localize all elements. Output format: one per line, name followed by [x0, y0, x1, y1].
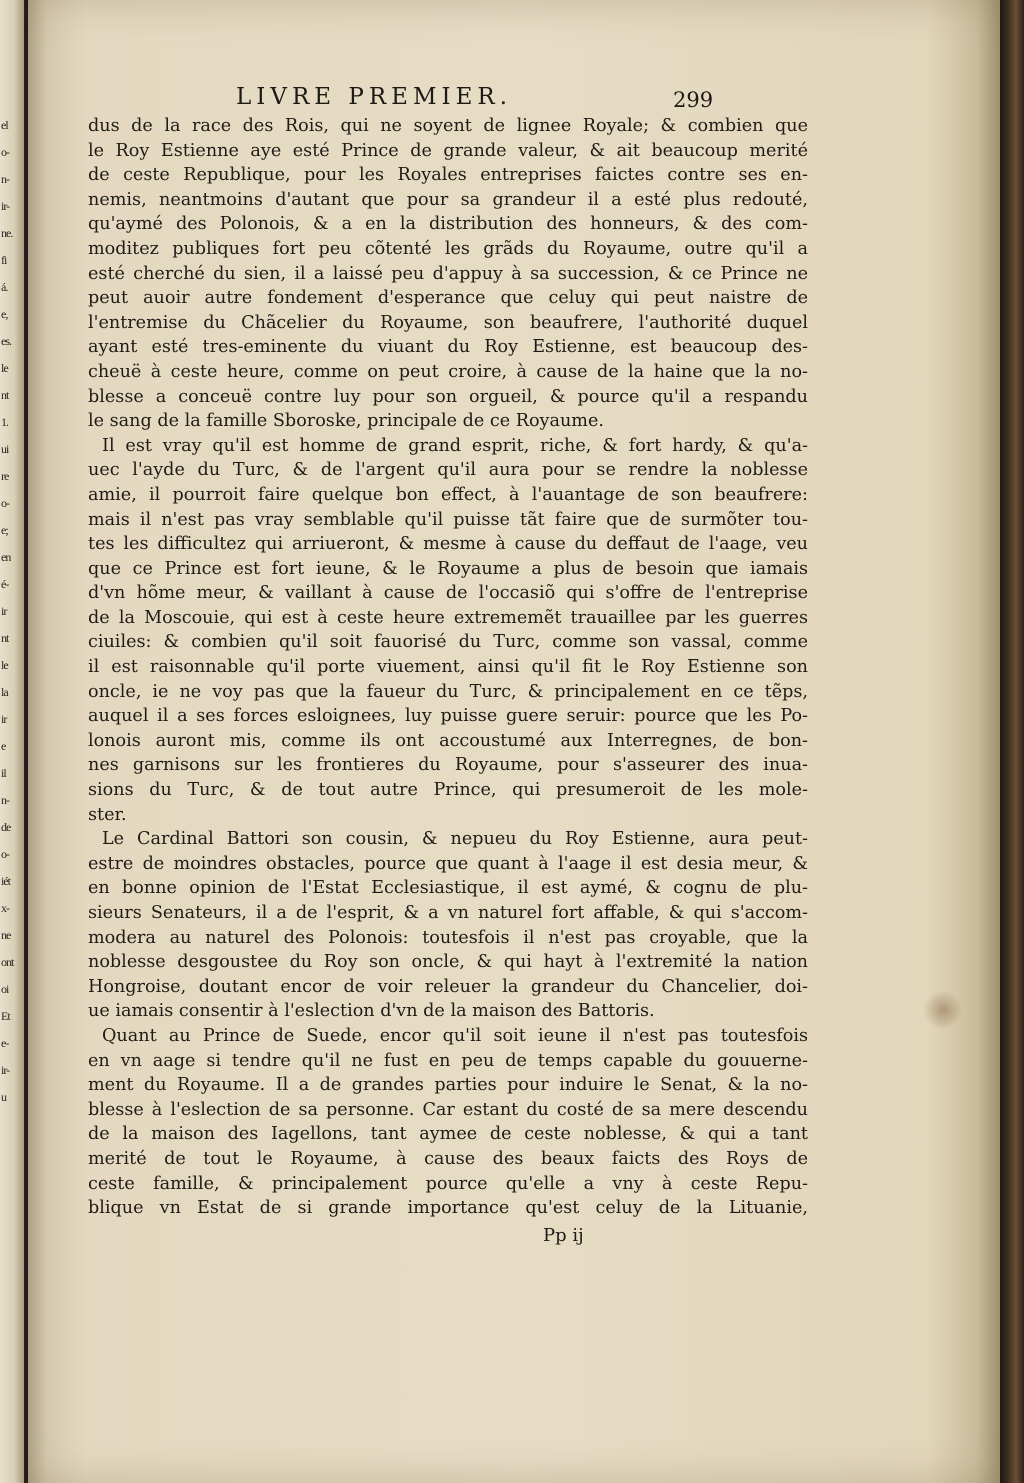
text-line: mais il n'est pas vray semblable qu'il puisse tãt faire que de surmõter tou- [88, 509, 808, 530]
text-line: Le Cardinal Battori son cousin, & nepueu du Roy Estienne, aura peut- [102, 829, 808, 850]
text-line: de la maison des Iagellons, tant aymee de ceste noblesse, & qui a tant [88, 1124, 808, 1145]
facing-page-fragment: il [1, 766, 6, 780]
text-line: moditez publiques fort peu cõtenté les grãds du Royaume, outre qu'il a [88, 238, 808, 259]
facing-page-fragment: nt [1, 388, 9, 402]
facing-page-fragment: o- [1, 145, 9, 159]
facing-page-fragment: e, [1, 307, 8, 321]
facing-page-fragment: ir [1, 712, 7, 726]
text-line: uec l'ayde du Turc, & de l'argent qu'il aura pour se rendre la noblesse [88, 460, 808, 481]
text-line: le Roy Estienne aye esté Prince de grande valeur, & ait beaucoup merité [88, 140, 808, 161]
text-line: sieurs Senateurs, il a de l'esprit, & a vn naturel fort affable, & qui s'accom- [88, 903, 808, 923]
facing-page-fragment: ir [1, 604, 7, 618]
facing-page-fragment: e [1, 739, 6, 753]
facing-page-fragment: ui [1, 442, 9, 456]
text-line: tes les difficultez qui arriueront, & mesme à cause du deffaut de l'aage, veu [88, 534, 808, 555]
signature-mark: Pp ij [543, 1224, 584, 1246]
text-line: de la Moscouie, qui est à ceste heure extrememẽt trauaillee par les guerres [88, 607, 808, 628]
text-line: oncle, ie ne voy pas que la faueur du Turc, & principalement en ce tẽps, [88, 681, 808, 702]
text-line: amie, il pourroit faire quelque bon effect, à l'auantage de son beaufrere: [88, 484, 808, 505]
facing-page-fragment: o- [1, 847, 9, 861]
book-page [28, 0, 1000, 1483]
text-line: ment du Royaume. Il a de grandes parties pour induire le Senat, & la no- [88, 1075, 808, 1096]
text-line: en vn aage si tendre qu'il ne fust en peu de temps capable du gouuerne- [88, 1050, 808, 1071]
facing-page-fragment: nt [1, 631, 9, 645]
facing-page-fragment: á. [1, 280, 8, 294]
text-line: lonois auront mis, comme ils ont accoustumé aux Interregnes, de bon- [88, 730, 808, 751]
facing-page-fragment: é- [1, 577, 9, 591]
text-line: merité de tout le Royaume, à cause des beaux faicts des Roys de [88, 1148, 808, 1169]
page-number: 299 [673, 88, 714, 112]
facing-page-fragment: e; [1, 523, 8, 537]
text-line: Quant au Prince de Suede, encor qu'il soit ieune il n'est pas toutesfois [102, 1025, 808, 1046]
facing-page-fragment: le [1, 361, 8, 375]
facing-page-fragment: fi [1, 253, 7, 267]
facing-page-fragment: ir- [1, 199, 10, 213]
text-line: qu'aymé des Polonois, & a en la distribution des honneurs, & des com- [88, 214, 808, 235]
text-line: sions du Turc, & de tout autre Prince, qui presumeroit de les mole- [88, 780, 808, 801]
facing-page-fragment: le [1, 658, 8, 672]
facing-page-fragment: ont [1, 955, 14, 969]
page-header [88, 80, 808, 114]
text-line: il est raisonnable qu'il porte viuement, ainsi qu'il fit le Roy Estienne son [88, 657, 808, 678]
facing-page-fragment: iét [1, 874, 10, 888]
text-line: le sang de la famille Sboroske, principale de ce Royaume. [88, 411, 604, 432]
text-line: de ceste Republique, pour les Royales entreprises faictes contre ses en- [88, 165, 808, 186]
foxing-stain [923, 990, 963, 1030]
facing-page-fragment: la [1, 685, 8, 699]
text-line: ciuiles: & combien qu'il soit fauorisé du Turc, comme son vassal, comme [88, 632, 808, 653]
body-text [88, 114, 808, 1221]
text-line: ceste famille, & principalement pource qu'elle a vny à ceste Repu- [88, 1173, 808, 1194]
text-line: ue iamais consentir à l'eslection d'vn de la maison des Battoris. [88, 1001, 655, 1022]
facing-page-fragment: ne. [1, 226, 13, 240]
facing-page-fragment: n- [1, 172, 9, 186]
text-line: ster. [88, 804, 127, 825]
text-block [88, 80, 808, 1246]
text-line: blique vn Estat de si grande importance qu'est celuy de la Lituanie, [88, 1198, 808, 1219]
text-line: d'vn hõme meur, & vaillant à cause de l'occasiõ qui s'offre de l'entreprise [88, 583, 808, 604]
text-line: noblesse desgoustee du Roy son oncle, & qui hayt à l'extremité la nation [88, 952, 808, 973]
text-line: dus de la race des Rois, qui ne soyent de lignee Royale; & combien que [88, 116, 808, 136]
facing-page-fragment: oi [1, 982, 9, 996]
text-line: Hongroise, doutant encor de voir releuer la grandeur du Chancelier, doi- [88, 976, 808, 997]
facing-page-fragment: u [1, 1090, 6, 1104]
facing-page-edge [0, 0, 24, 1483]
running-head: LIVRE PREMIER. [236, 84, 513, 110]
facing-page-fragment: de [1, 820, 11, 834]
facing-page-fragment: re [1, 469, 9, 483]
facing-page-fragment: x- [1, 901, 9, 915]
text-line: cheuë à ceste heure, comme on peut croire, à cause de la haine que la no- [88, 361, 808, 382]
text-line: ayant esté tres-eminente du viuant du Roy Estienne, est beaucoup des- [88, 337, 808, 358]
facing-page-fragment: o- [1, 496, 9, 510]
text-line: peut auoir autre fondement d'esperance que celuy qui peut naistre de [88, 288, 808, 309]
facing-page-fragment: el [1, 118, 8, 132]
facing-page-fragment: Et [1, 1009, 10, 1023]
text-line: que ce Prince est fort ieune, & le Royaume a plus de besoin que iamais [88, 558, 808, 579]
text-line: blesse a conceuë contre luy pour son orgueil, & pource qu'il a respandu [88, 386, 808, 407]
text-line: nemis, neantmoins d'autant que pour sa grandeur il a esté plus redouté, [88, 189, 808, 210]
facing-page-fragment: ir- [1, 1063, 10, 1077]
facing-page-fragment: n- [1, 793, 9, 807]
facing-page-fragment: e- [1, 1036, 9, 1050]
text-line: en bonne opinion de l'Estat Ecclesiastique, il est aymé, & cognu de plu- [88, 878, 808, 899]
text-line: esté cherché du sien, il a laissé peu d'appuy à sa succession, & ce Prince ne [88, 263, 808, 284]
text-line: auquel il a ses forces esloignees, luy puisse guere seruir: pource que les Po- [88, 706, 808, 727]
text-line: Il est vray qu'il est homme de grand esprit, riche, & fort hardy, & qu'a- [102, 435, 808, 456]
text-line: l'entremise du Chãcelier du Royaume, son beaufrere, l'authorité duquel [88, 312, 808, 333]
facing-page-fragment: es. [1, 334, 11, 348]
text-line: nes garnisons sur les frontieres du Royaume, pour s'asseurer des inua- [88, 755, 808, 776]
text-line: estre de moindres obstacles, pource que quant à l'aage il est desia meur, & [88, 853, 808, 874]
facing-page-fragment: 1. [1, 415, 8, 429]
text-line: modera au naturel des Polonois: toutesfois il n'est pas croyable, que la [88, 927, 808, 948]
facing-page-fragment: ne [1, 928, 11, 942]
text-line: blesse à l'eslection de sa personne. Car estant du costé de sa mere descendu [88, 1099, 808, 1120]
facing-page-fragment: en [1, 550, 11, 564]
